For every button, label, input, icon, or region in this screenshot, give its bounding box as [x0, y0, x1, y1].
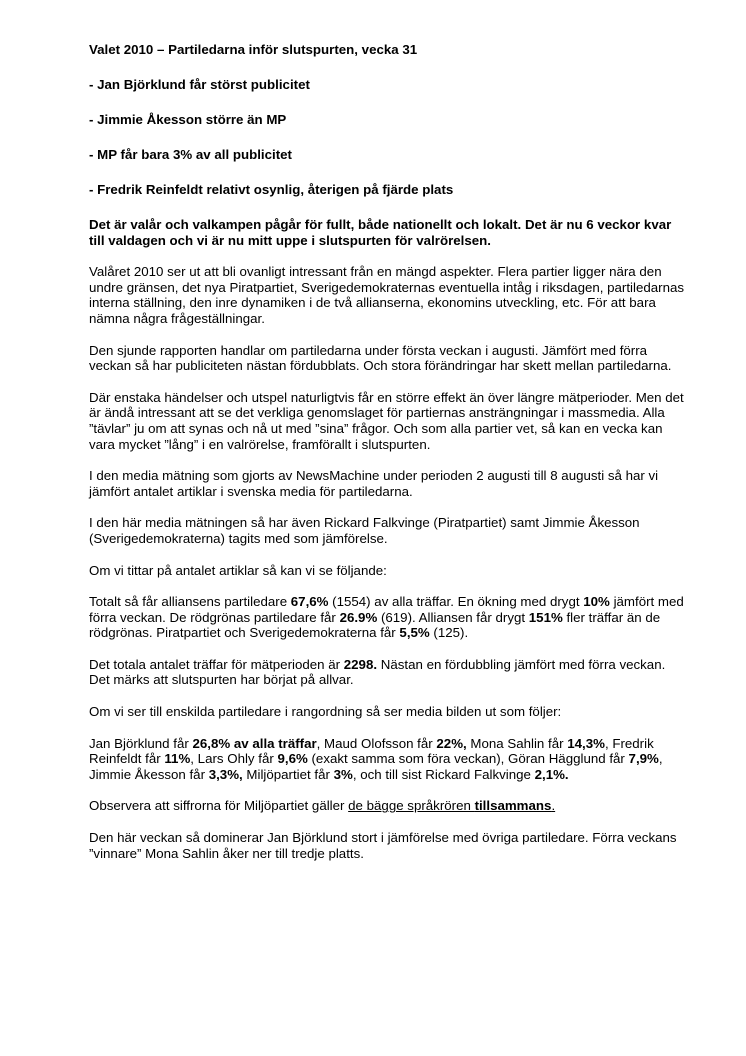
alliance-percentage: 67,6% — [290, 594, 329, 610]
text-run: Totalt så får alliansens partiledare — [89, 594, 291, 610]
text-run: Miljöpartiet får — [242, 766, 334, 782]
document-page — [89, 42, 689, 877]
text-run: , Fredrik Reinfeldt får — [89, 735, 654, 767]
intro-paragraph: Det är valår och valkampen pågår för fullt, både nationellt och lokalt. Det är nu 6 veckor kvar till valdagen och vi är nu mitt uppe i slutspurten för valrörelsen. — [89, 217, 672, 248]
closing-paragraph: Den här veckan så dominerar Jan Björklund stort i jämförelse med övriga partiledare. Förra veckans ”vinnare” Mona Sahlin åker ner till tredje platts. — [89, 830, 677, 861]
document-title: Valet 2010 – Partiledarna inför slutspurten, vecka 31 — [89, 42, 418, 57]
ranking-value: 26,8% av alla träffar — [192, 735, 317, 751]
more-percentage: 151% — [528, 609, 563, 625]
body-paragraph: Om vi tittar på antalet artiklar så kan vi se följande: — [89, 562, 387, 578]
body-paragraph: Den sjunde rapporten handlar om partiledarna under första veckan i augusti. Jämfört med förra veckan så har publiciteten nästan fördubblats. Och stora förändringar har skett mellan partiledarna. — [89, 342, 672, 374]
other-percentage: 5,5% — [399, 625, 430, 641]
ranking-value: 2,1%. — [534, 766, 569, 782]
text-run: Jan Björklund får — [89, 735, 193, 751]
note-paragraph — [89, 798, 689, 814]
total-hits-paragraph — [89, 657, 689, 688]
text-run: jämfört med förra veckan. De rödgrönas partiledare får — [89, 594, 684, 625]
text-run: Mona Sahlin får — [466, 735, 568, 751]
body-paragraph: I den media mätning som gjorts av NewsMachine under perioden 2 augusti till 8 augusti så har vi jämfört antalet artiklar i svenska media för partiledarna. — [89, 468, 659, 499]
text-run: (125). — [429, 625, 469, 641]
ranking-value: 3,3%, — [208, 766, 243, 782]
text-run: , Jimmie Åkesson får — [89, 751, 663, 782]
increase-percentage: 10% — [583, 594, 610, 610]
text-run: , Maud Olofsson får — [316, 735, 437, 751]
text-run: . — [551, 798, 556, 814]
text-run: Nästan en fördubbling jämfört med förra veckan. Det märks att slutspurten har börjat på allvar. — [89, 656, 666, 688]
ranking-value: 14,3% — [567, 735, 605, 751]
headline-bullet: - Jimmie Åkesson större än MP — [89, 112, 287, 127]
underlined-bold-text: tillsammans — [474, 798, 552, 814]
redgreen-percentage: 26.9% — [339, 609, 378, 625]
text-run: Observera att siffrorna för Miljöpartiet gäller — [89, 798, 349, 814]
ranking-intro: Om vi ser till enskilda partiledare i rangordning så ser media bilden ut som följer: — [89, 704, 562, 720]
headline-bullet: - Jan Björklund får störst publicitet — [89, 77, 310, 92]
ranking-value: 3% — [333, 766, 353, 782]
text-run: (1554) av alla träffar. En ökning med drygt — [328, 594, 584, 610]
text-run: (exakt samma som föra veckan), Göran Hägglund får — [307, 751, 629, 767]
ranking-value: 22%, — [436, 735, 467, 751]
text-run: fler träffar än de rödgrönas. Piratpartiet och Sverigedemokraterna får — [89, 609, 661, 641]
text-run: Det totala antalet träffar för mätperioden är — [89, 656, 344, 672]
text-run: de bägge språkrören — [348, 798, 475, 814]
ranking-paragraph — [89, 736, 689, 783]
text-run: (619). Alliansen får drygt — [377, 609, 529, 625]
ranking-value: 11% — [164, 751, 191, 767]
body-paragraph: Valåret 2010 ser ut att bli ovanligt intressant från en mängd aspekter. Flera partier ligger nära den undre gränsen, det nya Piratpartiet, Sverigedemokraternas eventuella intåg i riksdagen, partiledarnas interna ställning, den inre dynamiken i de två allianserna, ekonomins utveckling, etc. För att bara nämna några frågeställningar. — [89, 264, 685, 326]
total-hits-value: 2298. — [343, 656, 378, 672]
ranking-value: 9,6% — [277, 751, 308, 767]
headline-bullet: - Fredrik Reinfeldt relativt osynlig, återigen på fjärde plats — [89, 182, 454, 197]
ranking-value: 7,9% — [628, 751, 659, 767]
underlined-text — [348, 798, 555, 813]
headline-bullet: - MP får bara 3% av all publicitet — [89, 147, 292, 162]
body-paragraph: I den här media mätningen så har även Rickard Falkvinge (Piratpartiet) samt Jimmie Åkesson (Sverigedemokraterna) tagits med som jämförelse. — [89, 515, 640, 546]
body-paragraph: Där enstaka händelser och utspel naturligtvis får en större effekt än över längre mätperioder. Men det är ändå intressant att se det verkliga genomslaget för partiernas ansträngningar i massmedia. Alla ”tävlar” ju om att synas och nå ut med ”sina” frågor. Och som alla partier vet, så kan en vecka kan vara mycket ”lång” i en valrörelse, framförallt i slutspurten. — [89, 389, 684, 452]
text-run: , Lars Ohly får — [190, 751, 278, 767]
text-run: , och till sist Rickard Falkvinge — [352, 766, 535, 782]
totals-paragraph — [89, 594, 689, 641]
